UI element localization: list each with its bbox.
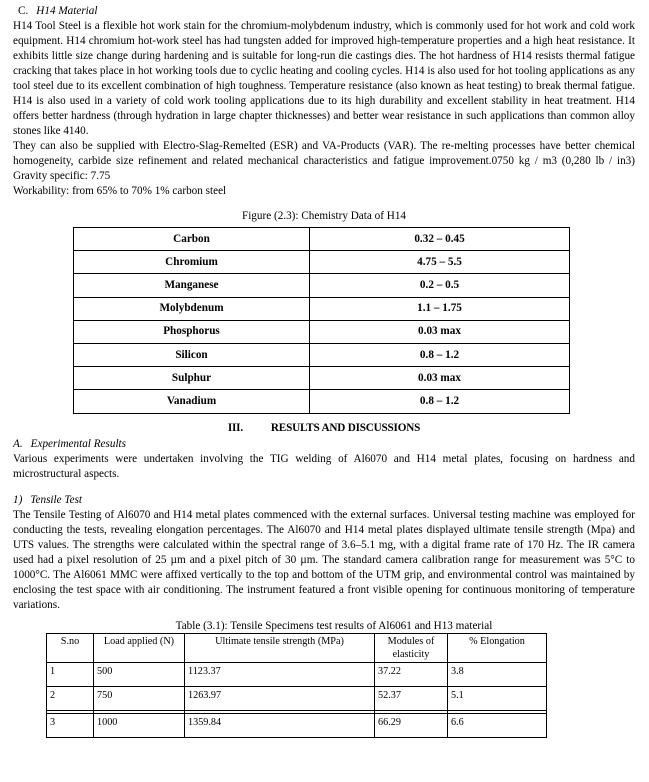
tensile-table: [46, 633, 547, 738]
document-page: [13, 4, 635, 738]
cell-elongation: 3.8: [448, 662, 547, 686]
header-uts: Ultimate tensile strength (MPa): [185, 633, 375, 662]
paragraph-esr-var: They can also be supplied with Electro-Slag-Remelted (ESR) and VA-Products (VAR). The re-melting processes have better chemical homogeneity, carbide size refinement and related mechanical characteristics and fatigue improvement.0750 kg / m3 (0,280 lb / in3) Gravity specific: 7.75: [13, 140, 635, 182]
element-cell: Carbon: [74, 228, 310, 251]
header-modulus: Modules of elasticity: [375, 633, 448, 662]
section-1-heading: [13, 493, 635, 508]
section-a-label: A.: [13, 437, 23, 450]
section-c-heading: [18, 4, 635, 19]
chemistry-row: [74, 320, 570, 343]
cell-sno: 3: [47, 713, 94, 737]
cell-elongation: 5.1: [448, 686, 547, 710]
paragraph-tensile-test: The Tensile Testing of Al6070 and H14 metal plates commenced with the external surfaces. Universal testing machine was employed for conducting the tests, revealing elongation percentages. The Al6070 and H14 metal plates displayed ultimate tensile strength (Mpa) and UTS values. The strengths were calculated within the spectral range of 3.6–5.1 mg, with a digital frame rate of 170 Hz. The IR camera used had a pixel resolution of 25 µm and a pixel pitch of 30 µm. The standard camera calibration range for measurement was 5°C to 1000°C. The Al6061 MMC were affixed vertically to the top and bottom of the UTM grip, and environmental control was maintained by enclosing the test space with air conditioning. The instrument featured a front visible opening for continuous monitoring of temperature variations.: [13, 508, 635, 611]
element-cell: Manganese: [74, 274, 310, 297]
value-cell: 4.75 – 5.5: [310, 251, 570, 274]
chemistry-row: [74, 343, 570, 366]
cell-load: 1000: [94, 713, 185, 737]
section-1-label: 1): [13, 493, 23, 506]
table-row: [47, 686, 547, 710]
value-cell: 0.2 – 0.5: [310, 274, 570, 297]
chemistry-table: [73, 227, 570, 414]
cell-modulus: 52.37: [375, 686, 448, 710]
cell-load: 750: [94, 686, 185, 710]
cell-uts: 1263.97: [185, 686, 375, 710]
section-a-title: Experimental Results: [30, 437, 127, 450]
section-c-title: H14 Material: [36, 5, 98, 17]
chemistry-row: [74, 390, 570, 413]
element-cell: Sulphur: [74, 367, 310, 390]
cell-modulus: 66.29: [375, 713, 448, 737]
paragraph-experimental-results: Various experiments were undertaken involving the TIG welding of Al6070 and H14 metal plates, focusing on hardness and microstructural aspects.: [13, 452, 635, 480]
chemistry-row: [74, 367, 570, 390]
header-elongation: % Elongation: [448, 633, 547, 662]
chemistry-row: [74, 297, 570, 320]
element-cell: Silicon: [74, 343, 310, 366]
element-cell: Chromium: [74, 251, 310, 274]
value-cell: 0.03 max: [310, 367, 570, 390]
chemistry-row: [74, 274, 570, 297]
cell-uts: 1359.84: [185, 713, 375, 737]
value-cell: 0.8 – 1.2: [310, 343, 570, 366]
chemistry-row: [74, 251, 570, 274]
element-cell: Vanadium: [74, 390, 310, 413]
cell-load: 500: [94, 662, 185, 686]
element-cell: Phosphorus: [74, 320, 310, 343]
section-a-heading: [13, 437, 635, 452]
paragraph-workability: Workability: from 65% to 70% 1% carbon steel: [13, 185, 227, 197]
value-cell: 0.03 max: [310, 320, 570, 343]
section-iii-heading: [13, 420, 635, 437]
header-load: Load applied (N): [94, 633, 185, 662]
table-row: [47, 713, 547, 737]
value-cell: 1.1 – 1.75: [310, 297, 570, 320]
cell-uts: 1123.37: [185, 662, 375, 686]
table-row: [47, 662, 547, 686]
figure-caption: Figure (2.3): Chemistry Data of H14: [241, 210, 407, 222]
tensile-header-row: [47, 633, 547, 662]
header-sno: S.no: [47, 633, 94, 662]
value-cell: 0.32 – 0.45: [310, 228, 570, 251]
value-cell: 0.8 – 1.2: [310, 390, 570, 413]
cell-elongation: 6.6: [448, 713, 547, 737]
cell-modulus: 37.22: [375, 662, 448, 686]
section-1-title: Tensile Test: [30, 493, 83, 506]
paragraph-h14-intro: H14 Tool Steel is a flexible hot work stain for the chromium-molybdenum industry, which is commonly used for hot work and cold work equipment. H14 chromium hot-work steel has had tungsten added for improved high-temperature properties and a high heat resistance. It exhibits little size change during hardening and is suitable for long-run die castings dies. The hot hardness of H14 resists thermal fatigue cracking that takes place in hot working tools due to cyclic heating and cooling cycles. H14 is also used for hot tooling applications as any tool steel due to its excellent combination of high toughness. Temperature resistance (also known as heat testing) to break thermal fatigue. H14 is also used in a variety of cold work tooling applications due to its high durability and excellent stability in heat treatment. H14 offers better hardness (through hydration in large chapter thicknesses) and better wear resistance in such applications than common alloy stones like 4140.: [13, 20, 635, 137]
section-iii-number: III.: [227, 421, 243, 434]
chemistry-row: [74, 228, 570, 251]
cell-sno: 1: [47, 662, 94, 686]
element-cell: Molybdenum: [74, 297, 310, 320]
section-c-label: C.: [18, 5, 29, 17]
cell-sno: 2: [47, 686, 94, 710]
table-caption: Table (3.1): Tensile Specimens test results of Al6061 and H13 material: [175, 619, 493, 632]
section-iii-title: RESULTS AND DISCUSSIONS: [270, 421, 421, 434]
